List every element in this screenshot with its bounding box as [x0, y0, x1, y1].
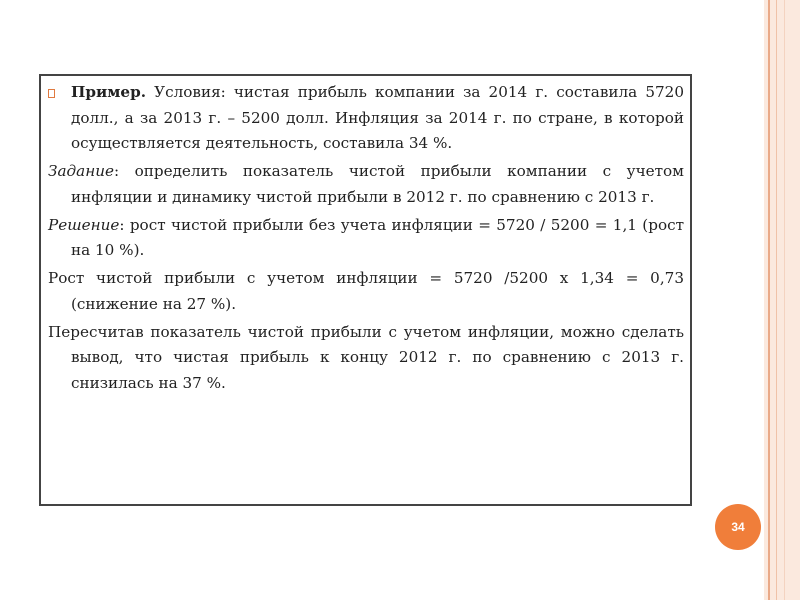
growth-inflation-paragraph	[48, 266, 684, 317]
solution-paragraph	[48, 213, 684, 264]
growth-inflation-text: Рост чистой прибыли с учетом инфляции = 5720 /5200 х 1,34 = 0,73 (снижение на 27 %).	[48, 269, 684, 313]
solution-text: : рост чистой прибыли без учета инфляции = 5720 / 5200 = 1,1 (рост на 10 %).	[71, 215, 684, 259]
task-text: : определить показатель чистой прибыли компании с учетом инфляции и динамику чистой прибыли в 2012 г. по сравнению с 2013 г.	[71, 162, 684, 206]
page-number-badge	[715, 504, 761, 550]
example-text: Условия: чистая прибыль компании за 2014 г. составила 5720 долл., а за 2013 г. – 5200 долл. Инфляция за 2014 г. по стране, в которой осуществляется деятельность, составила 34 %.	[71, 83, 684, 152]
task-paragraph	[48, 159, 684, 210]
example-paragraph	[48, 80, 684, 157]
conclusion-paragraph	[48, 320, 684, 397]
right-decorative-line	[776, 0, 777, 600]
slide-content	[48, 80, 684, 399]
right-decorative-line	[784, 0, 785, 600]
task-label: Задание	[48, 162, 114, 180]
page-number: 34	[731, 520, 745, 534]
example-label: Пример.	[71, 83, 146, 101]
conclusion-text: Пересчитав показатель чистой прибыли с учетом инфляции, можно сделать вывод, что чистая прибыль к концу 2012 г. по сравнению с 2013 г. снизилась на 37 %.	[48, 322, 684, 392]
right-decorative-line	[768, 0, 770, 600]
solution-label: Решение	[48, 215, 120, 234]
bullet-icon	[48, 89, 55, 98]
